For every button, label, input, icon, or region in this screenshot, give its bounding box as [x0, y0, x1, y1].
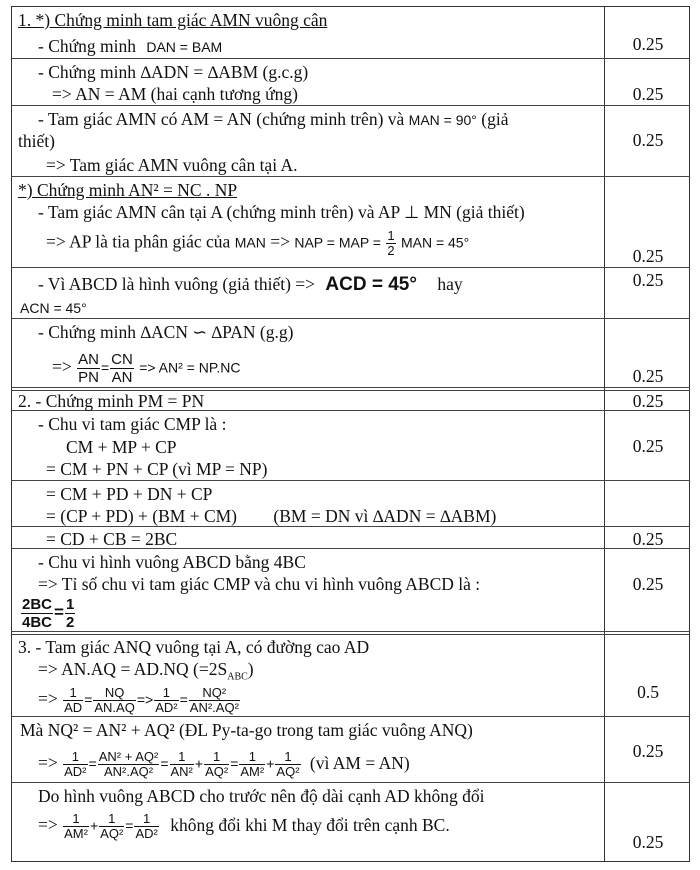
fraction: $\frac{1}{\text{AQ²}}$ — [276, 749, 300, 779]
fraction: $\frac{1}{2}$ — [65, 596, 75, 631]
text-line: 2. - Chứng minh PM = PN — [18, 391, 205, 411]
text-line: => $\frac{1}{\text{AM²}}$ + $\frac{1}{\text{AQ²}}$ = $\frac{1}{\text{AD²}}$ không đổi khi M thay đổi trên cạnh BC. — [38, 811, 450, 841]
score: 0.25 — [632, 832, 664, 852]
text-line: = CD + CB = 2BC — [46, 529, 178, 549]
fraction: $\frac{1}{\text{AD²}}$ — [64, 749, 87, 779]
math-expression: MAN — [234, 234, 266, 251]
text: (BM = DN vì ∆ADN = ∆ABM) — [273, 506, 497, 526]
row-divider — [11, 716, 690, 717]
fraction: $\frac{1}{\text{AM²}}$ — [240, 749, 265, 779]
text-line: => AN.AQ = AD.NQ $(=2S_{ABC})$ — [38, 659, 254, 683]
fraction: $\frac{\text{NQ²}}{\text{AN².AQ²}}$ — [189, 685, 239, 715]
score: 0.25 — [632, 130, 664, 150]
score: 0.25 — [632, 84, 664, 104]
text: - Vì ABCD là hình vuông (giả thiết) => — [38, 274, 316, 294]
text-line: - Tam giác AMN cân tại A (chứng minh trên) và AP ⊥ MN (giả thiết) — [38, 202, 525, 222]
fraction: $\frac{NQ}{AN.AQ}$ — [94, 685, 135, 715]
score: 0.25 — [632, 34, 664, 54]
math-expression: DAN = BAM — [146, 39, 223, 55]
text-line: - Chu vi tam giác CMP là : — [38, 414, 227, 434]
fraction: $\frac{1}{\text{AQ²}}$ — [100, 811, 124, 841]
fraction: $\frac{1}{2}$ — [387, 228, 395, 258]
row-divider — [11, 267, 690, 268]
math-expression: => AN² = NP.NC — [139, 359, 241, 376]
fraction: $\frac{1}{\text{AM²}}$ — [64, 811, 88, 841]
text: (giả — [481, 109, 509, 129]
text-line: - Chu vi hình vuông ABCD bằng 4BC — [38, 552, 306, 572]
fraction: $\frac{1}{\text{AQ²}}$ — [205, 749, 229, 779]
math-expression: MAN = 90° — [408, 112, 477, 128]
text: => — [270, 231, 290, 252]
fraction: $\frac{\text{AN² + AQ²}}{\text{AN².AQ²}}$ — [98, 749, 159, 779]
text-line: = CM + PN + CP (vì MP = NP) — [46, 459, 268, 479]
text-line: => $\frac{1}{\text{AD²}}$ = $\frac{\text{AN² + AQ²}}{\text{AN².AQ²}}$ = $\frac{1}{\text{AN²}}$ + $\frac{1}{\text{AQ²}}$ = $\frac{1}{\text{AM²}}$ + $\frac{1}{\text{AQ²}}$ (vì AM = AN) — [38, 749, 410, 779]
fraction: $\frac{2BC}{4BC}$ — [22, 596, 53, 631]
row-divider — [11, 58, 690, 59]
text-line — [38, 36, 222, 57]
score: 0.25 — [632, 574, 664, 594]
row-divider — [11, 176, 690, 177]
math-expression: ACD = 45° — [325, 274, 417, 295]
math-expression: MAN = 45° — [400, 234, 470, 251]
fraction: $\frac{AN}{PN}$ — [78, 351, 99, 386]
score: 0.25 — [632, 741, 664, 761]
score: 0.25 — [632, 246, 664, 266]
text-line: Mà NQ² = AN² + AQ² (ĐL Py-ta-go trong tam giác vuông ANQ) — [20, 720, 473, 740]
row-divider — [11, 480, 690, 481]
row-divider — [11, 782, 690, 783]
text: - Tam giác AMN có AM = AN (chứng minh trên) và — [38, 109, 405, 129]
text-line — [46, 229, 469, 258]
text-line — [38, 109, 509, 130]
score: 0.25 — [632, 270, 664, 290]
text-line: CM + MP + CP — [66, 437, 177, 457]
text: = (CP + PD) + (BM + CM) — [46, 506, 238, 526]
text-line: - Chứng minh ∆ADN = ∆ABM (g.c.g) — [38, 62, 309, 82]
score: 0.25 — [632, 436, 664, 456]
text-line: => AN = AM (hai cạnh tương ứng) — [52, 84, 298, 104]
text-line: => Tam giác AMN vuông cân tại A. — [46, 155, 298, 175]
subscript: ABC — [227, 671, 248, 683]
score: 0.25 — [632, 529, 664, 549]
row-divider — [11, 631, 690, 635]
text-line: => Tỉ số chu vi tam giác CMP và chu vi hình vuông ABCD là : — [38, 574, 481, 594]
score-column-divider — [604, 6, 605, 862]
score: 0.5 — [637, 682, 659, 702]
section-heading: *) Chứng minh AN² = NC . NP — [18, 180, 238, 200]
text-line: = CM + PD + DN + CP — [46, 484, 213, 504]
fraction: $\frac{1}{\text{AD²}}$ — [155, 685, 178, 715]
ratio-line: $\frac{2BC}{4BC}$ = $\frac{1}{2}$ — [22, 596, 75, 631]
fraction: $\frac{1}{\text{AN²}}$ — [170, 749, 193, 779]
text: - Chứng minh — [38, 36, 136, 56]
fraction: $\frac{1}{AD}$ — [64, 685, 83, 715]
text-line — [38, 274, 463, 295]
text-line: thiết) — [18, 131, 55, 151]
math-expression: ACN = 45° — [20, 300, 87, 316]
text-line: - Chứng minh ∆ACN ∽ ∆PAN (g.g) — [38, 322, 294, 342]
row-divider — [11, 318, 690, 319]
text: => — [52, 356, 72, 377]
score: 0.25 — [632, 366, 664, 386]
text-line — [46, 506, 496, 526]
section-heading: 1. *) Chứng minh tam giác AMN vuông cân — [18, 10, 328, 30]
fraction: $\frac{CN}{AN}$ — [111, 351, 133, 386]
score: 0.25 — [632, 391, 664, 411]
math-expression: NAP = MAP = — [294, 234, 381, 251]
fraction: $\frac{1}{\text{AD²}}$ — [135, 811, 158, 841]
text-line: 3. - Tam giác ANQ vuông tại A, có đường cao AD — [18, 637, 370, 657]
text-line: Do hình vuông ABCD cho trước nên độ dài cạnh AD không đổi — [38, 786, 485, 806]
text: => AP là tia phân giác của — [46, 231, 231, 252]
text-line: => $\frac{1}{AD}$ = $\frac{NQ}{AN.AQ}$ => $\frac{1}{\text{AD²}}$ = $\frac{\text{NQ²}}{\text{AN².AQ²}}$ — [38, 685, 239, 715]
row-divider — [11, 105, 690, 106]
row-divider — [11, 526, 690, 527]
text: hay — [437, 274, 463, 294]
text-line: => $\frac{AN}{PN}$ = $\frac{CN}{AN}$ => AN² = NP.NC — [52, 351, 241, 386]
